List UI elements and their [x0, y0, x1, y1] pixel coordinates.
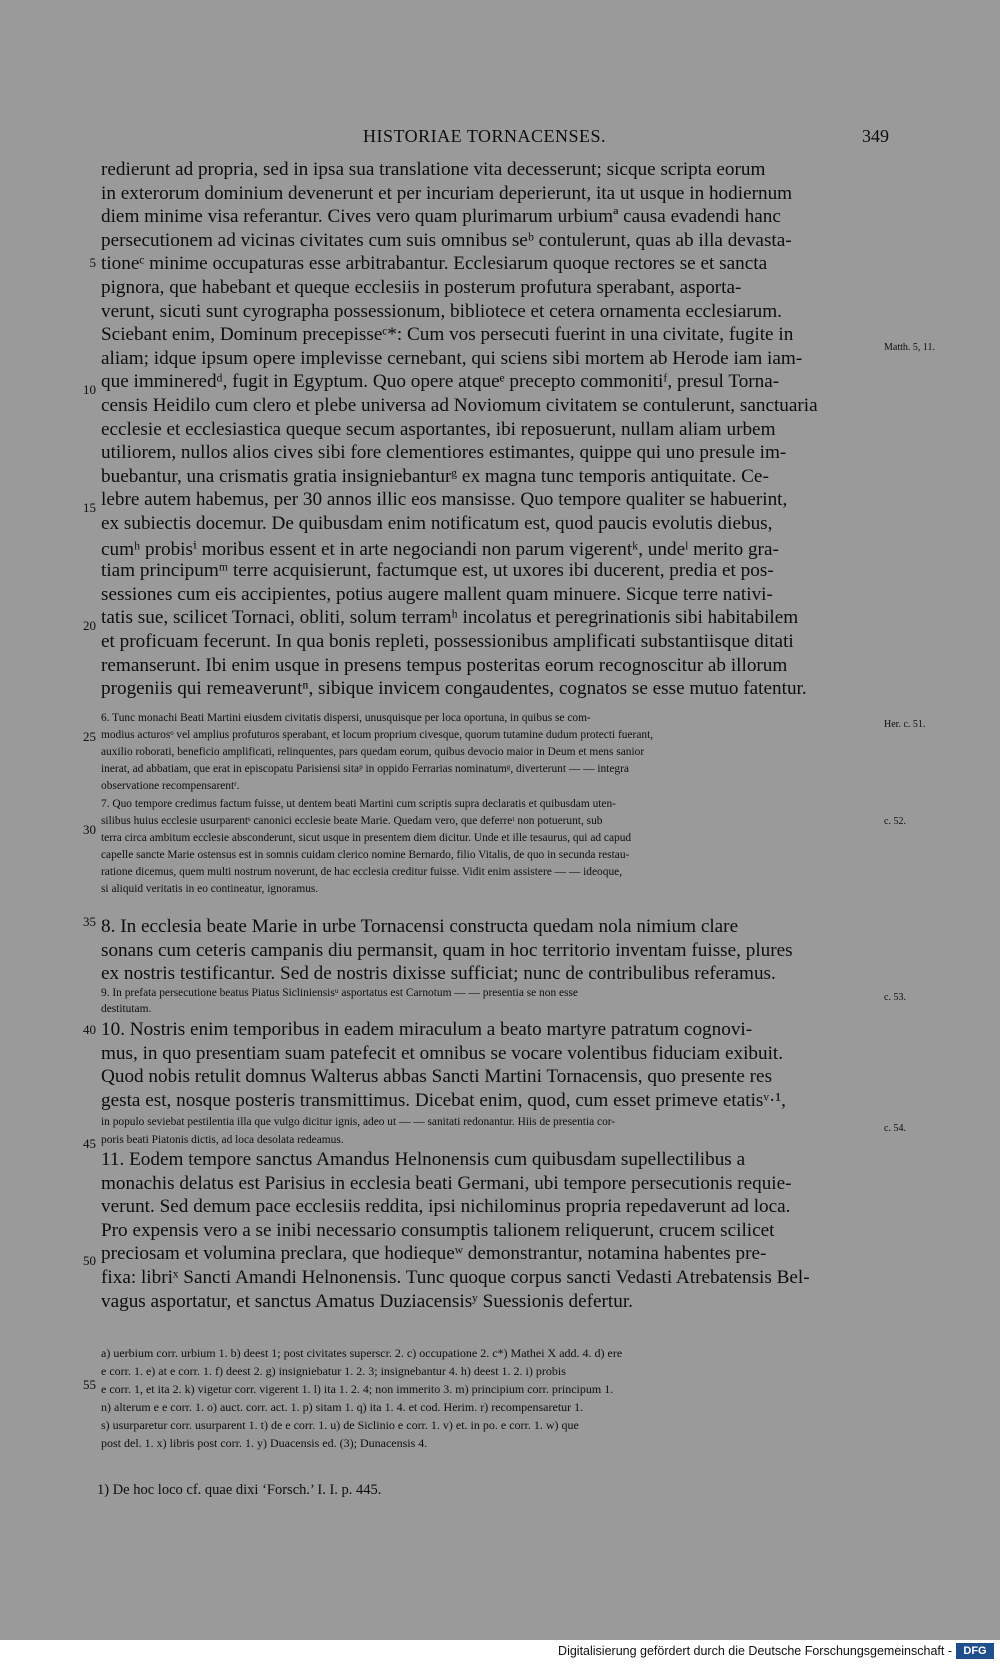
- margin-reference: Matth. 5, 11.: [884, 342, 936, 353]
- line-number: 10: [83, 382, 96, 397]
- text-line: 8. In ecclesia beate Marie in urbe Tornacensi constructa quedam nola nimium clare: [101, 916, 739, 937]
- apparatus-line: s) usurparetur corr. usurparent 1. t) de e corr. 1. u) de Siclinio e corr. 1. v) et. in po. e corr. 1. w) que: [101, 1417, 579, 1432]
- note-line: ratione dicemus, quem multi nostrum noverunt, de hac ecclesia creditur fuisse. Vidit enim assistere — — ideoque,: [101, 865, 623, 878]
- note-line: 6. Tunc monachi Beati Martini eiusdem civitatis dispersi, unusquisque per loca oportuna, in quibus se com-: [101, 712, 591, 724]
- note-line: terra circa ambitum ecclesie absconderunt, sicut usque in presentem diem dicitur. Unde et ille tesaurus, qui ad capud: [101, 831, 632, 844]
- text-line: aliam; idque ipsum opere implevisse cernebant, qui sciens sibi mortem ab Herode iam iam-: [101, 347, 803, 369]
- margin-reference: c. 53.: [884, 992, 906, 1003]
- line-number: 5: [89, 255, 96, 270]
- text-line: 11. Eodem tempore sanctus Amandus Helnonensis cum quibusdam supellectilibus a: [101, 1149, 746, 1170]
- line-number: 25: [83, 729, 96, 744]
- text-line: tatis sue, scilicet Tornaci, obliti, solum terramʰ incolatus et peregrinationis sibi habitabilem: [101, 607, 799, 629]
- text-line: ecclesie et ecclesiastica queque secum asportantes, ibi reposuerunt, nullam aliam urbem: [101, 418, 776, 440]
- running-header: [0, 126, 1000, 152]
- note-line: capelle sancte Marie ostensus est in somnis cuidam clerico nomine Bernardo, filio Vitalis, de quo in secunda restau-: [101, 848, 630, 861]
- note-line: modius acturosᵒ vel amplius profuturos sperabant, et locum proprium civesque, quorum tutamine dudum protecti fuerant,: [101, 729, 654, 742]
- text-line: fixa: libriˣ Sancti Amandi Helnonensis. Tunc quoque corpus sancti Vedasti Atrebatensis Bel-: [101, 1267, 810, 1288]
- line-number: 55: [83, 1377, 96, 1392]
- text-line: diem minime visa referantur. Cives vero quam plurimarum urbiumª causa evadendi hanc: [101, 206, 781, 228]
- note-line: 9. In prefata persecutione beatus Piatus Sicliniensisᵘ asportatus est Carnotum — — presentia se non esse: [101, 987, 578, 999]
- text-line: et proficuam fecerunt. In qua bonis repleti, possessionibus amplificati substantiisque ditati: [101, 631, 794, 652]
- running-title: HISTORIAE TORNACENSES.: [363, 126, 607, 146]
- note-line: observatione recompensarentʳ.: [101, 780, 240, 793]
- funding-credit: Digitalisierung gefördert durch die Deutsche Forschungsgemeinschaft -: [558, 1644, 952, 1658]
- text-line: ex nostris testificantur. Sed de nostris dixisse sufficiat; nunc de contribulibus referamus.: [101, 963, 776, 985]
- note-line: poris beati Piatonis dictis, ad loca desolata redeamus.: [101, 1133, 344, 1146]
- text-line: lebre autem habemus, per 30 annos illic eos mansisse. Quo tempore qualiter se habuerint,: [101, 489, 788, 511]
- text-line: persecutionem ad vicinas civitates cum suis omnibus seᵇ contulerunt, quas ab illa devasta-: [101, 229, 792, 251]
- text-line: gesta est, nosque posteris transmittimus. Dicebat enim, quod, cum esset primeve etatisᵛ·¹,: [101, 1089, 786, 1111]
- text-line: tiam principumᵐ terre acquisierunt, factumque est, ut uxores ibi ducerent, predia et pos-: [101, 560, 774, 582]
- text-line: cumʰ probisⁱ moribus essent et in arte negociandi non parum vigerentᵏ, undeˡ merito gra-: [101, 538, 779, 560]
- line-number: 45: [83, 1136, 96, 1151]
- line-number: 50: [83, 1253, 96, 1268]
- line-number: 40: [83, 1022, 96, 1037]
- text-line: buebantur, una crismatis gratia insigniebanturᵍ ex magna tunc temporis antiquitate. Ce-: [101, 465, 769, 487]
- margin-reference: c. 52.: [884, 816, 906, 827]
- line-number: 35: [83, 914, 96, 929]
- text-line: que immineredᵈ, fugit in Egyptum. Quo opere atqueᵉ precepto commonitiᶠ, presul Torna-: [101, 371, 780, 393]
- footnote: 1) De hoc loco cf. quae dixi ‘Forsch.’ I. I. p. 445.: [97, 1482, 382, 1498]
- text-line: monachis delatus est Parisius in ecclesia beati Germani, ubi tempore persecutionis requie-: [101, 1172, 792, 1194]
- text-line: Sciebant enim, Dominum precepisseᶜ*: Cum vos persecuti fuerint in una civitate, fugite in: [101, 324, 794, 346]
- text-line: censis Heidilo cum clero et plebe universa ad Noviomum civitatem se contulerunt, sanctuaria: [101, 395, 818, 416]
- text-line: progeniis qui remeaveruntⁿ, sibique invicem congaudentes, cognatos se esse mutuo fatentur.: [101, 678, 807, 700]
- line-number: 20: [83, 618, 96, 633]
- note-line: silibus huius ecclesie usurparentˢ canonici ecclesie beate Marie. Quedam vero, que deferreᵗ non potuerunt, sub: [101, 814, 603, 827]
- margin-reference: c. 54.: [884, 1123, 906, 1134]
- page-number: 349: [862, 126, 889, 146]
- apparatus-line: n) alterum e e corr. 1. o) auct. corr. act. 1. p) sitam 1. q) ita 1. 4. et cod. Herim. r) recompensaretur 1.: [101, 1399, 584, 1414]
- apparatus-line: a) uerbium corr. urbium 1. b) deest 1; post civitates superscr. 2. c) occupatione 2. c*) Mathei X add. 4. d) ere: [101, 1346, 623, 1360]
- digitization-footer: [0, 1640, 1000, 1664]
- text-line: ex subiectis docemur. De quibusdam enim notificatum est, quod paucis evolutis diebus,: [101, 513, 773, 534]
- note-line: 7. Quo tempore credimus factum fuisse, ut dentem beati Martini cum scriptis supra declaratis et quibusdam uten-: [101, 797, 616, 810]
- text-line: 10. Nostris enim temporibus in eadem miraculum a beato martyre patratum cognovi-: [101, 1019, 753, 1040]
- apparatus-line: post del. 1. x) libris post corr. 1. y) Duacensis ed. (3); Dunacensis 4.: [101, 1435, 428, 1450]
- text-line: mus, in quo presentiam suam patefecit et omnibus se vocare volentibus fiduciam exibuit.: [101, 1042, 784, 1064]
- text-line: redierunt ad propria, sed in ipsa sua translatione vita decesserunt; sicque scripta eorum: [101, 159, 766, 180]
- dfg-logo: DFG: [956, 1643, 994, 1659]
- text-line: verunt, sicuti sunt cyrographa possessionum, bibliotece et cetera ornamenta ecclesiarum.: [101, 300, 782, 322]
- margin-reference: Her. c. 51.: [884, 719, 926, 730]
- apparatus-line: e corr. 1. e) at e corr. 1. f) deest 2. g) insigniebatur 1. 2. 3; insignebantur 4. h) deest 1. 2. i) probis: [101, 1363, 566, 1378]
- text-line: vagus asportatur, et sanctus Amatus Duziacensisʸ Suessionis defertur.: [101, 1290, 633, 1312]
- text-line: sonans cum ceteris campanis diu permansit, quam in hoc territorio inventam fuisse, plures: [101, 939, 793, 961]
- text-line: remanserunt. Ibi enim usque in presens tempus posteritas eorum recognoscitur ab illorum: [101, 654, 788, 676]
- text-line: utiliorem, nullos alios cives sibi fore clementiores estimantes, quippe qui uno presule im-: [101, 442, 787, 464]
- text-line: sessiones cum eis accipientes, potius augere mallent quam minuere. Sicque terre nativi-: [101, 583, 773, 605]
- line-number: 30: [83, 822, 96, 837]
- text-line: Pro expensis vero a se inibi necessario consumptis talionem reliquerunt, crucem scilicet: [101, 1219, 775, 1241]
- text-line: tioneᶜ minime occupaturas esse arbitrabantur. Ecclesiarum quoque rectores se et sancta: [101, 253, 768, 275]
- note-line: inerat, ad abbatiam, que erat in episcopatu Parisiensi sitaᵖ in oppido Ferrarias nominatumᵍ, diverterunt — — integra: [101, 763, 629, 776]
- text-line: pignora, que habebant et queque ecclesiis in posterum profutura sperabant, asporta-: [101, 277, 742, 298]
- text-line: preciosam et volumina preclara, que hodiequeʷ demonstrantur, notamina habentes pre-: [101, 1243, 767, 1265]
- line-number: 15: [83, 500, 96, 515]
- text-line: Quod nobis retulit domnus Walterus abbas Sancti Martini Tornacensis, quo presente res: [101, 1066, 773, 1088]
- note-line: si aliquid veritatis in eo contineatur, ignoramus.: [101, 883, 319, 895]
- apparatus-line: e corr. 1, et ita 2. k) vigetur corr. vigerent 1. l) ita 1. 2. 4; non immerito 3. m) principium corr. principum 1.: [101, 1381, 614, 1396]
- note-line: auxilio roborati, beneficio amplificati, relinquentes, pars quedam eorum, quibus devocio maior in Deum et mens sanior: [101, 746, 645, 759]
- text-line: in exterorum dominium devenerunt et per incuriam deperierunt, ita ut usque in hodiernum: [101, 182, 793, 204]
- note-line: destitutam.: [101, 1003, 152, 1015]
- note-line: in populo seviebat pestilentia illa que vulgo dicitur ignis, adeo ut — — sanitati redonantur. Hiis de presentia cor-: [101, 1116, 616, 1128]
- text-line: verunt. Sed demum pace ecclesiis reddita, ipsi nichilominus propria repedaverunt ad loca.: [101, 1196, 791, 1218]
